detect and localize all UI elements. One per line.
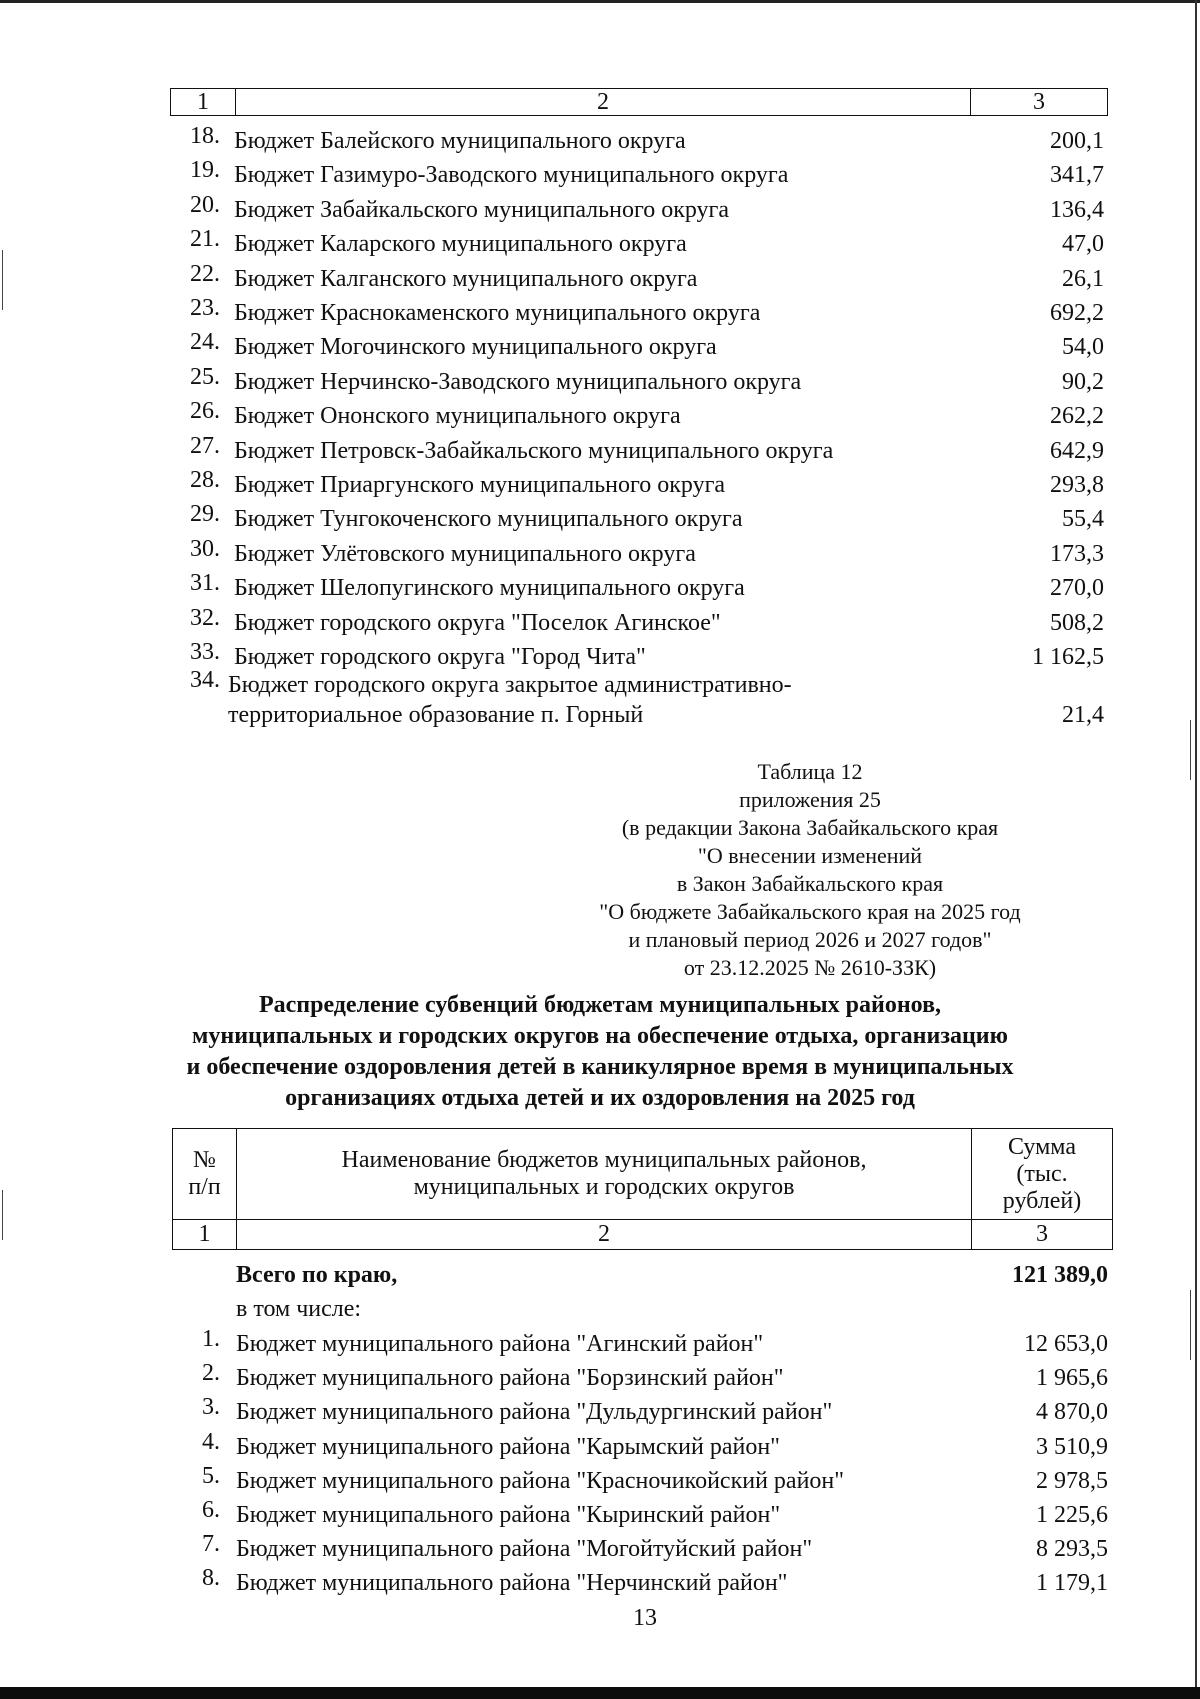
column-index-2: 2 [236, 89, 971, 116]
table-row [172, 468, 1104, 502]
header-sum-cell [972, 1129, 1113, 1220]
table-row [172, 158, 1104, 192]
column-index-1: 1 [173, 1220, 237, 1250]
row-value: 692,2 [1050, 300, 1104, 326]
caption-line: в Закон Забайкальского края [676, 871, 944, 896]
row-name: Бюджет Петровск-Забайкальского муниципального округа [234, 437, 834, 464]
row-number: 30. [190, 535, 220, 562]
table-row [172, 1430, 1108, 1464]
row-value: 262,2 [1050, 403, 1104, 430]
row-number: 29. [190, 501, 220, 528]
header-text: (тыс. [1016, 1160, 1068, 1187]
scan-top-edge [0, 0, 1200, 3]
row-value: 47,0 [1062, 231, 1104, 258]
column-index-1: 1 [171, 89, 236, 116]
top-table-header [170, 88, 1108, 116]
row-name: Бюджет Газимуро-Заводского муниципального округа [234, 162, 789, 189]
row-number: 4. [202, 1428, 220, 1455]
table-row [172, 668, 1104, 702]
table-row [172, 434, 1104, 468]
table-caption [560, 758, 1060, 982]
row-name: Бюджет муниципального района "Могойтуйский район" [236, 1536, 813, 1563]
table12-header [172, 1128, 1113, 1250]
table-row [172, 1532, 1108, 1566]
row-number: 1. [202, 1326, 220, 1352]
row-name: Бюджет городского округа "Поселок Агинское" [234, 609, 721, 636]
header-text: Наименование бюджетов муниципальных районов, [341, 1147, 867, 1173]
row-number: 2. [202, 1360, 220, 1387]
table-row [172, 124, 1104, 158]
title-line: Распределение субвенций бюджетам муниципальных районов, [258, 992, 942, 1018]
table-row [172, 1361, 1108, 1395]
table-row [172, 1395, 1108, 1429]
header-text: п/п [188, 1174, 221, 1200]
row-number: 21. [190, 226, 220, 253]
row-value: 90,2 [1062, 368, 1104, 395]
row-number: 19. [190, 157, 220, 184]
row-value: 26,1 [1062, 265, 1104, 292]
row-number: 32. [190, 604, 220, 631]
caption-line: "О внесении изменений [697, 843, 923, 868]
row-value: 341,7 [1050, 162, 1104, 189]
row-value: 1 965,6 [1036, 1365, 1108, 1392]
table-row [172, 571, 1104, 605]
table-row [172, 296, 1104, 330]
row-name: Бюджет муниципального района "Красночикойский район" [236, 1467, 845, 1494]
row-number: 23. [190, 295, 220, 321]
table-row [172, 1327, 1108, 1361]
scan-left-mark [2, 1190, 3, 1240]
column-index-3: 3 [972, 1220, 1113, 1250]
table-row [172, 606, 1104, 640]
scan-right-mark [1190, 1290, 1191, 1360]
row-number: 24. [190, 329, 220, 356]
row-number: 28. [190, 467, 220, 493]
row-value: 4 870,0 [1036, 1399, 1108, 1426]
table-row [172, 193, 1104, 227]
row-name: Бюджет Калганского муниципального округа [234, 265, 698, 292]
caption-line: (в редакции Закона Забайкальского края [621, 815, 999, 840]
table-row [172, 1498, 1108, 1532]
header-text: рублей) [1002, 1187, 1082, 1214]
row-value: 173,3 [1050, 540, 1104, 567]
row-number: 26. [190, 398, 220, 425]
caption-line: Таблица 12 [757, 759, 863, 784]
row-number: 22. [190, 260, 220, 287]
title-line: организациях отдыха детей и их оздоровления на 2025 год [285, 1085, 915, 1111]
table-row [172, 502, 1104, 536]
header-text: Сумма [1008, 1133, 1076, 1160]
row-number: 5. [202, 1462, 220, 1489]
row-number: 20. [190, 191, 220, 218]
row-name: Бюджет Могочинского муниципального округа [234, 334, 717, 361]
table-row [172, 365, 1104, 399]
title-line: муниципальных и городских округов на обеспечение отдыха, организацию [192, 1023, 1008, 1049]
row-name: Бюджет муниципального района "Агинский район" [236, 1331, 764, 1357]
row-name: Бюджет городского округа закрытое административно- [228, 672, 792, 698]
row-number: 33. [190, 639, 220, 665]
row-name: Бюджет Улётовского муниципального округа [234, 540, 696, 567]
header-number-cell [173, 1129, 237, 1220]
table-row [172, 537, 1104, 571]
header-text: муниципальных и городских округов [413, 1174, 795, 1200]
table-row [172, 399, 1104, 433]
caption-line: "О бюджете Забайкальского края на 2025 год [599, 899, 1021, 924]
row-number: 18. [190, 123, 220, 149]
row-name-continued: территориальное образование п. Горный [228, 702, 644, 728]
row-value: 200,1 [1050, 128, 1104, 154]
table-row [172, 227, 1104, 261]
row-number: 3. [202, 1394, 220, 1421]
row-number: 25. [190, 363, 220, 390]
row-value: 136,4 [1050, 196, 1104, 223]
row-value: 270,0 [1050, 575, 1104, 602]
row-number: 8. [202, 1565, 220, 1592]
caption-line: и плановый период 2026 и 2027 годов" [628, 927, 992, 952]
row-value: 1 225,6 [1036, 1502, 1108, 1528]
title-line: и обеспечение оздоровления детей в каникулярное время в муниципальных [186, 1054, 1014, 1080]
row-value: 12 653,0 [1024, 1331, 1108, 1357]
table-row [172, 1566, 1108, 1600]
table-row-continuation [172, 698, 1104, 732]
total-label: Всего по краю, [236, 1262, 398, 1288]
row-name: Бюджет Каларского муниципального округа [234, 231, 687, 258]
row-value: 3 510,9 [1036, 1433, 1108, 1460]
scan-right-edge [1195, 0, 1197, 1699]
page-number: 13 [633, 1605, 657, 1631]
table-row [172, 262, 1104, 296]
row-name: Бюджет Шелопугинского муниципального округа [234, 575, 745, 602]
row-name: Бюджет муниципального района "Нерчинский район" [236, 1570, 788, 1597]
header-name-cell [237, 1129, 972, 1220]
row-value: 54,0 [1062, 334, 1104, 361]
total-row [172, 1258, 1108, 1292]
row-name: Бюджет Ононского муниципального округа [234, 403, 681, 430]
row-value: 508,2 [1050, 609, 1104, 636]
row-number: 7. [202, 1531, 220, 1558]
row-value: 1 179,1 [1036, 1570, 1108, 1597]
row-value: 642,9 [1050, 437, 1104, 464]
table-row [172, 330, 1104, 364]
row-value: 1 162,5 [1032, 644, 1104, 670]
row-name: Бюджет Балейского муниципального округа [234, 128, 686, 154]
table-row [172, 1464, 1108, 1498]
row-name: Бюджет Тунгокоченского муниципального округа [234, 506, 743, 533]
row-name: Бюджет городского округа "Город Чита" [234, 644, 646, 670]
row-number: 34. [190, 667, 220, 693]
row-name: Бюджет муниципального района "Дульдургинский район" [236, 1399, 833, 1426]
including-label: в том числе: [236, 1296, 362, 1322]
row-name: Бюджет Нерчинско-Заводского муниципального округа [234, 368, 802, 395]
column-index-3: 3 [971, 89, 1108, 116]
caption-line: от 23.12.2025 № 2610-ЗЗК) [683, 955, 937, 980]
row-number: 31. [190, 570, 220, 597]
header-text: № [193, 1147, 216, 1173]
scan-right-mark [1190, 720, 1191, 780]
row-number: 27. [190, 432, 220, 459]
scan-bottom-edge [0, 1687, 1200, 1699]
row-name: Бюджет муниципального района "Карымский район" [236, 1433, 780, 1460]
row-number: 6. [202, 1497, 220, 1523]
row-value: 21,4 [1062, 702, 1104, 728]
scan-left-mark [2, 250, 3, 310]
row-value: 8 293,5 [1036, 1536, 1108, 1563]
including-row [172, 1292, 1108, 1326]
total-value: 121 389,0 [1012, 1262, 1108, 1288]
row-name: Бюджет муниципального района "Борзинский район" [236, 1365, 784, 1392]
row-name: Бюджет муниципального района "Кыринский район" [236, 1502, 781, 1528]
row-value: 2 978,5 [1036, 1467, 1108, 1494]
row-name: Бюджет Забайкальского муниципального округа [234, 196, 730, 223]
row-value: 55,4 [1062, 506, 1104, 533]
caption-line: приложения 25 [739, 787, 881, 812]
row-name: Бюджет Приаргунского муниципального округа [234, 472, 726, 498]
column-index-2: 2 [237, 1220, 972, 1250]
row-value: 293,8 [1050, 472, 1104, 498]
document-title [140, 990, 1060, 1114]
row-name: Бюджет Краснокаменского муниципального округа [234, 300, 761, 326]
